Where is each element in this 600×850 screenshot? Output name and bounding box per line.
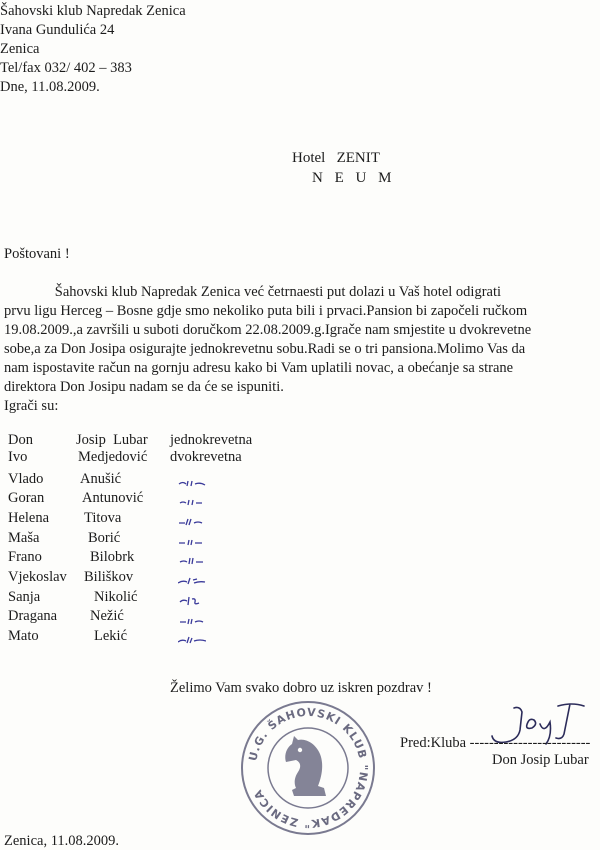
- ditto-mark-icon: [178, 576, 206, 586]
- signatory-name: Don Josip Lubar: [492, 752, 589, 768]
- player-last-name: Antunović: [82, 490, 144, 506]
- player-first-name: Ivo: [8, 449, 28, 465]
- ditto-mark-icon: [178, 596, 206, 606]
- body-line: prvu ligu Herceg – Bosne gdje smo nekoliko puta bili i prvaci.Pansion bi započeli ručkom: [4, 303, 528, 319]
- player-last-name: Medjedović: [78, 449, 148, 465]
- player-last-name: Nežić: [90, 608, 124, 624]
- player-last-name: Josip Lubar: [76, 432, 148, 448]
- sender-city: Zenica: [0, 41, 40, 57]
- recipient-block: [292, 148, 395, 188]
- ditto-mark-icon: [178, 616, 206, 626]
- body-line: sobe,a za Don Josipa osigurajte jednokrevetnu sobu.Radi se o tri pansiona.Molimo Vas da: [4, 341, 526, 357]
- ditto-mark-icon: [178, 517, 206, 527]
- player-first-name: Vlado: [8, 471, 44, 487]
- player-first-name: Mato: [8, 628, 39, 644]
- club-stamp-icon: [238, 698, 378, 838]
- player-first-name: Sanja: [8, 589, 41, 605]
- player-first-name: Maša: [8, 530, 40, 546]
- recipient-hotel: Hotel ZENIT: [292, 150, 380, 166]
- player-last-name: Bilobrk: [90, 549, 135, 565]
- sender-street: Ivana Gundulića 24: [0, 22, 115, 38]
- sender-phone: Tel/fax 032/ 402 – 383: [0, 60, 132, 76]
- footer-date: Zenica, 11.08.2009.: [4, 833, 120, 849]
- body-line: Šahovski klub Napredak Zenica već četrnaesti put dolazi u Vaš hotel odigrati: [4, 284, 502, 300]
- player-first-name: Dragana: [8, 608, 58, 624]
- sender-name: Šahovski klub Napredak Zenica: [0, 3, 186, 19]
- player-first-name: Goran: [8, 490, 45, 506]
- players-heading: Igrači su:: [4, 398, 59, 414]
- closing-line: Želimo Vam svako dobro uz iskren pozdrav !: [170, 680, 432, 696]
- player-last-name: Titova: [84, 510, 122, 526]
- player-last-name: Anušić: [80, 471, 122, 487]
- player-first-name: Don: [8, 432, 33, 448]
- ditto-mark-icon: [178, 497, 206, 507]
- ditto-mark-icon: [178, 478, 206, 488]
- recipient-city: N E U M: [312, 170, 396, 186]
- player-last-name: Borić: [88, 530, 121, 546]
- player-room: dvokrevetna: [170, 449, 242, 465]
- ditto-mark-icon: [178, 556, 206, 566]
- stamp-text: U.G. ŠAHOVSKI KLUB "NAPREDAK" ZENICA: [246, 705, 371, 831]
- ditto-mark-icon: [178, 635, 206, 645]
- letter-date: Dne, 11.08.2009.: [0, 79, 100, 95]
- player-first-name: Vjekoslav: [8, 569, 67, 585]
- greeting: Poštovani !: [4, 246, 70, 262]
- body-line: 19.08.2009.,a završili u suboti doručkom 22.08.2009.g.Igrače nam smjestite u dvokrevetne: [4, 322, 532, 338]
- body-line: direktora Don Josipu nadam se da će se ispuniti.: [4, 379, 284, 395]
- player-last-name: Biliškov: [84, 569, 134, 585]
- sender-block: [0, 2, 186, 97]
- letter-body: [4, 283, 531, 416]
- ditto-mark-icon: [178, 537, 206, 547]
- player-first-name: Helena: [8, 510, 50, 526]
- player-last-name: Nikolić: [94, 589, 138, 605]
- player-first-name: Frano: [8, 549, 42, 565]
- signature-label: Pred:Kluba -------------------------: [400, 735, 591, 751]
- body-line: nam ispostavite račun na gornju adresu kako bi Vam uplatili novac, a obećanje sa strane: [4, 360, 514, 376]
- player-last-name: Lekić: [94, 628, 128, 644]
- player-room: jednokrevetna: [170, 432, 253, 448]
